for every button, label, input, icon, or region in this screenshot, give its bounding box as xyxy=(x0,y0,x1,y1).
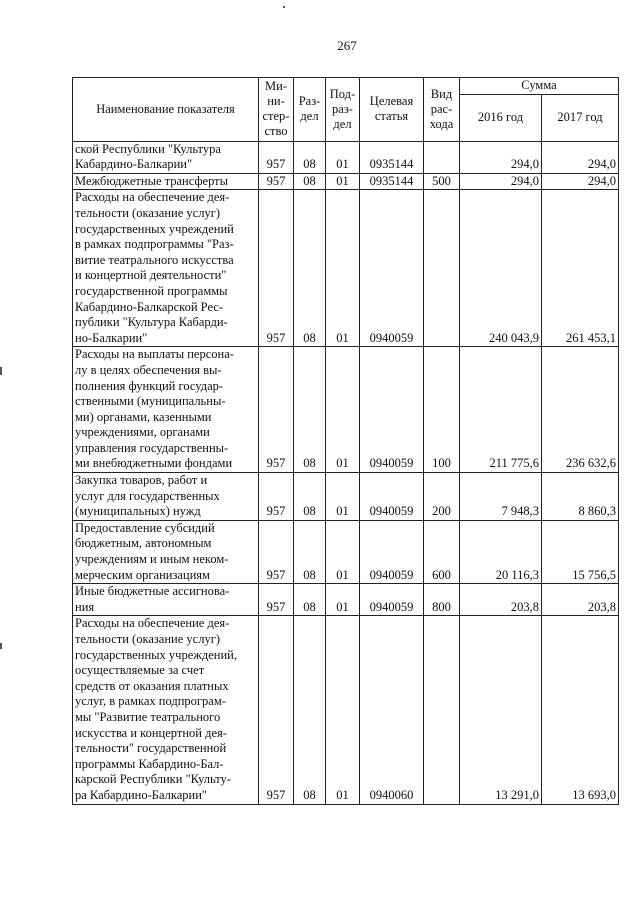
ministry-code: 957 xyxy=(259,520,294,583)
scan-speck xyxy=(0,367,2,375)
ministry-code: 957 xyxy=(259,347,294,473)
indicator-name: Закупка товаров, работ и услуг для государственных (муниципальных) нужд xyxy=(73,473,259,521)
table-row xyxy=(73,520,619,583)
target-article: 0940059 xyxy=(360,584,424,616)
expense-type: 600 xyxy=(424,520,460,583)
amount-2016: 294,0 xyxy=(460,141,542,173)
target-article: 0940059 xyxy=(360,347,424,473)
amount-2016: 203,8 xyxy=(460,584,542,616)
expense-type xyxy=(424,190,460,347)
indicator-name: Расходы на обеспечение дея- тельности (оказание услуг) государственных учреждений, осуществляемые за счет средств от оказания платных услуг, в рамках подпрограм- мы "Развитие театрального искусства и концертной дея- тельности" государственной программы Кабардино-Бал- карской Республики "Культу- ра Кабардино-Балкарии" xyxy=(73,616,259,804)
section-code: 08 xyxy=(294,616,326,804)
section-code: 08 xyxy=(294,520,326,583)
budget-table xyxy=(72,77,619,805)
expense-type: 500 xyxy=(424,173,460,190)
section-code: 08 xyxy=(294,347,326,473)
ministry-code: 957 xyxy=(259,173,294,190)
indicator-name: Иные бюджетные ассигнова- ния xyxy=(73,584,259,616)
amount-2017: 203,8 xyxy=(542,584,619,616)
header-year-2017: 2017 год xyxy=(542,94,619,141)
indicator-name: ской Республики "Культура Кабардино-Балкарии" xyxy=(73,141,259,173)
expense-type: 800 xyxy=(424,584,460,616)
header-subsection: Под- раз- дел xyxy=(326,78,360,142)
ministry-code: 957 xyxy=(259,584,294,616)
header-section: Раз- дел xyxy=(294,78,326,142)
ministry-code: 957 xyxy=(259,616,294,804)
amount-2016: 294,0 xyxy=(460,173,542,190)
expense-type: 100 xyxy=(424,347,460,473)
amount-2016: 211 775,6 xyxy=(460,347,542,473)
header-target: Целевая статья xyxy=(360,78,424,142)
ministry-code: 957 xyxy=(259,141,294,173)
target-article: 0935144 xyxy=(360,141,424,173)
table-row xyxy=(73,473,619,521)
table-row xyxy=(73,616,619,804)
header-name: Наименование показателя xyxy=(73,78,259,142)
amount-2016: 240 043,9 xyxy=(460,190,542,347)
ministry-code: 957 xyxy=(259,473,294,521)
indicator-name: Предоставление субсидий бюджетным, автономным учреждениям и иным неком- мерческим организациям xyxy=(73,520,259,583)
scan-speck xyxy=(0,643,2,649)
table-row xyxy=(73,584,619,616)
section-code: 08 xyxy=(294,190,326,347)
target-article: 0940059 xyxy=(360,473,424,521)
expense-type xyxy=(424,141,460,173)
subsection-code: 01 xyxy=(326,347,360,473)
indicator-name: Расходы на выплаты персона- лу в целях обеспечения вы- полнения функций государ- ственными (муниципальны- ми) органами, казенными учреждениями, органами управления государственны- ми внебюджетными фондами xyxy=(73,347,259,473)
table-row xyxy=(73,347,619,473)
target-article: 0940060 xyxy=(360,616,424,804)
subsection-code: 01 xyxy=(326,190,360,347)
section-code: 08 xyxy=(294,173,326,190)
section-code: 08 xyxy=(294,473,326,521)
amount-2017: 294,0 xyxy=(542,173,619,190)
amount-2017: 261 453,1 xyxy=(542,190,619,347)
target-article: 0935144 xyxy=(360,173,424,190)
section-code: 08 xyxy=(294,141,326,173)
amount-2017: 8 860,3 xyxy=(542,473,619,521)
amount-2017: 15 756,5 xyxy=(542,520,619,583)
amount-2017: 13 693,0 xyxy=(542,616,619,804)
subsection-code: 01 xyxy=(326,616,360,804)
indicator-name: Расходы на обеспечение дея- тельности (оказание услуг) государственных учреждений в рамках подпрограммы "Раз- витие театрального искусства и концертной деятельности" государственной программы Кабардино-Балкарской Рес- публики "Культура Кабарди- но-Балкарии" xyxy=(73,190,259,347)
scan-speck xyxy=(283,6,285,8)
amount-2017: 236 632,6 xyxy=(542,347,619,473)
target-article: 0940059 xyxy=(360,520,424,583)
table-row xyxy=(73,141,619,173)
expense-type xyxy=(424,616,460,804)
table-row xyxy=(73,190,619,347)
table-row xyxy=(73,173,619,190)
amount-2016: 13 291,0 xyxy=(460,616,542,804)
ministry-code: 957 xyxy=(259,190,294,347)
table-body xyxy=(73,141,619,804)
section-code: 08 xyxy=(294,584,326,616)
subsection-code: 01 xyxy=(326,520,360,583)
amount-2016: 7 948,3 xyxy=(460,473,542,521)
amount-2017: 294,0 xyxy=(542,141,619,173)
page-number: 267 xyxy=(337,38,357,53)
header-ministry: Ми- ни- стер- ство xyxy=(259,78,294,142)
target-article: 0940059 xyxy=(360,190,424,347)
indicator-name: Межбюджетные трансферты xyxy=(73,173,259,190)
subsection-code: 01 xyxy=(326,173,360,190)
subsection-code: 01 xyxy=(326,584,360,616)
header-year-2016: 2016 год xyxy=(460,94,542,141)
subsection-code: 01 xyxy=(326,473,360,521)
amount-2016: 20 116,3 xyxy=(460,520,542,583)
header-expense-type: Вид рас- хода xyxy=(424,78,460,142)
subsection-code: 01 xyxy=(326,141,360,173)
expense-type: 200 xyxy=(424,473,460,521)
header-sum: Сумма xyxy=(460,78,619,95)
